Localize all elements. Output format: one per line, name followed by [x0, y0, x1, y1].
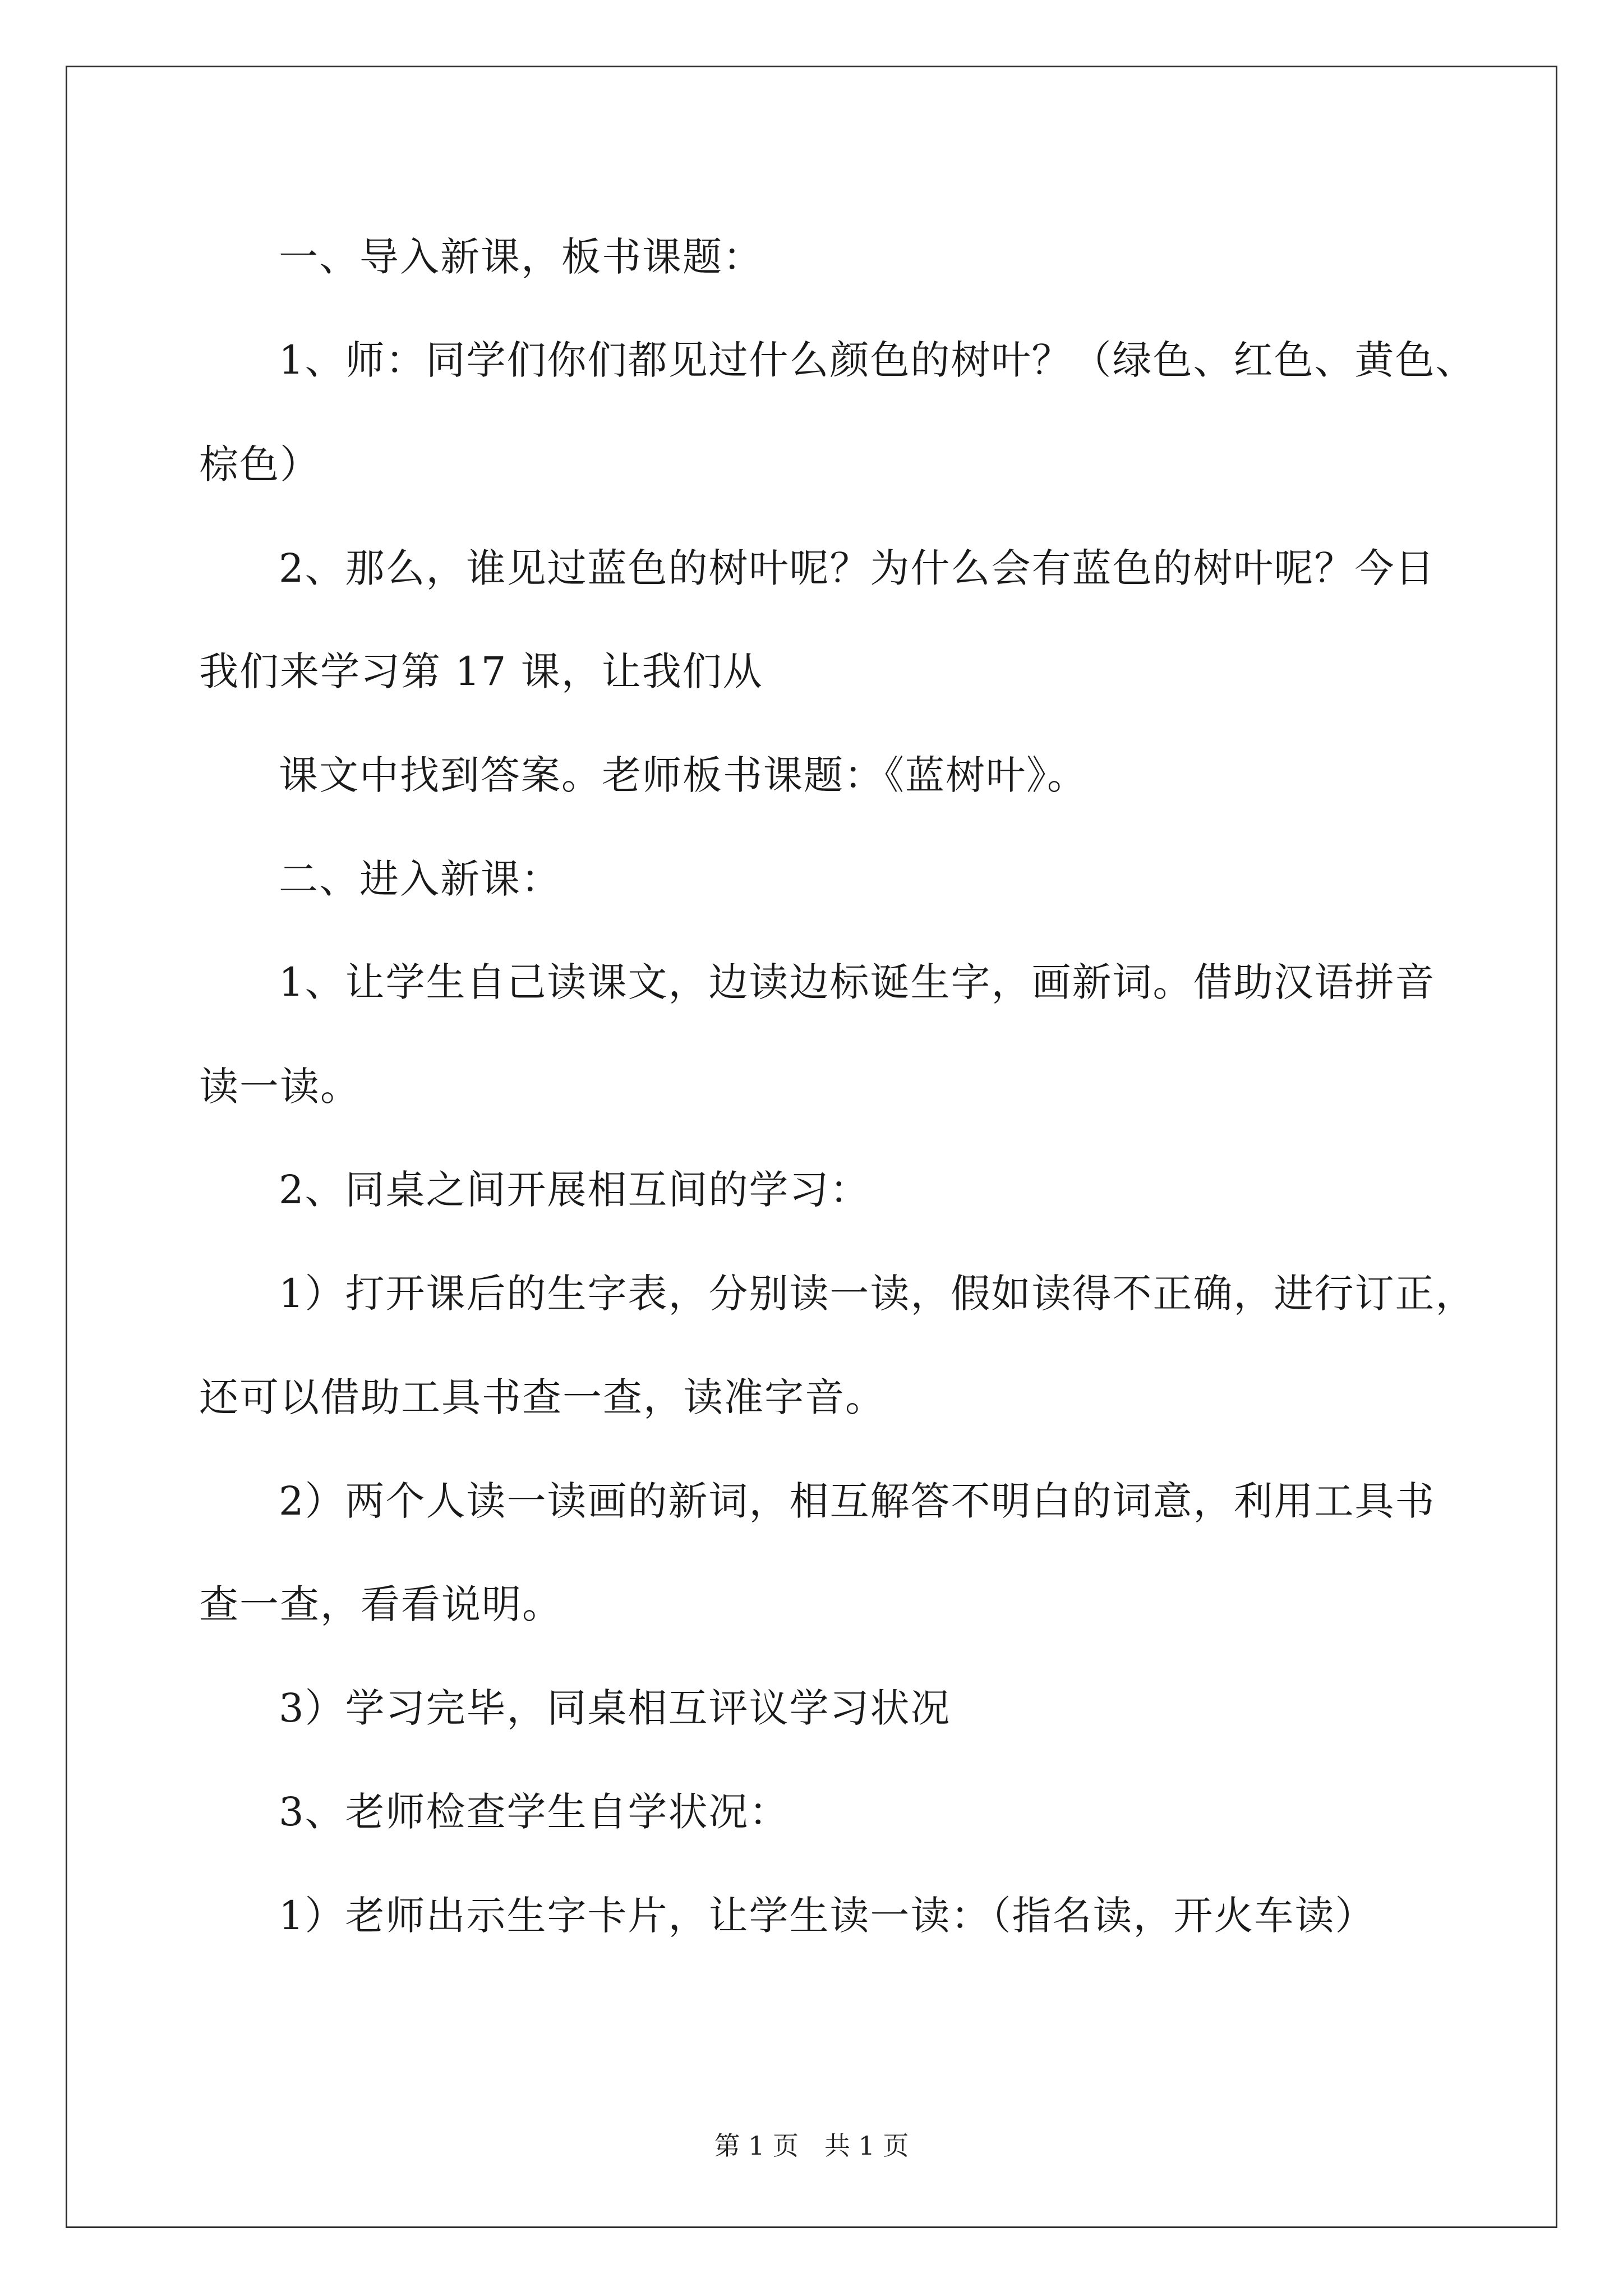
- page-number-footer: 第 1 页 共 1 页: [714, 2131, 909, 2161]
- paragraph-line: 1）老师出示生字卡片，让学生读一读：（指名读，开火车读）: [279, 1893, 1376, 1939]
- heading-intro: 一、导入新课，板书课题：: [279, 234, 763, 280]
- paragraph-line: 2、那么，谁见过蓝色的树叶呢？为什么会有蓝色的树叶呢？今日: [279, 545, 1436, 591]
- paragraph-line: 1）打开课后的生字表，分别读一读，假如读得不正确，进行订正，: [279, 1271, 1476, 1317]
- paragraph-line: 2）两个人读一读画的新词，相互解答不明白的词意，利用工具书: [279, 1478, 1436, 1524]
- paragraph-line: 2、同桌之间开展相互间的学习：: [279, 1167, 870, 1213]
- paragraph-line: 我们来学习第 17 课，让我们从: [199, 648, 763, 694]
- paragraph-line: 棕色）: [199, 441, 320, 487]
- paragraph-line: 3）学习完毕，同桌相互评议学习状况: [279, 1685, 951, 1731]
- paragraph-line: 课文中找到答案。老师板书课题：《蓝树叶》。: [279, 752, 1087, 798]
- paragraph-line: 1、师：同学们你们都见过什么颜色的树叶？（绿色、红色、黄色、: [279, 337, 1476, 383]
- paragraph-line: 查一查，看看说明。: [199, 1581, 562, 1627]
- paragraph-line: 1、让学生自己读课文，边读边标诞生字，画新词。借助汉语拼音: [279, 959, 1436, 1005]
- paragraph-line: 还可以借助工具书查一查，读准字音。: [199, 1374, 886, 1420]
- paragraph-line: 3、老师检查学生自学状况：: [279, 1789, 790, 1835]
- paragraph-line: 读一读。: [199, 1064, 361, 1110]
- heading-new-lesson: 二、进入新课：: [279, 856, 561, 902]
